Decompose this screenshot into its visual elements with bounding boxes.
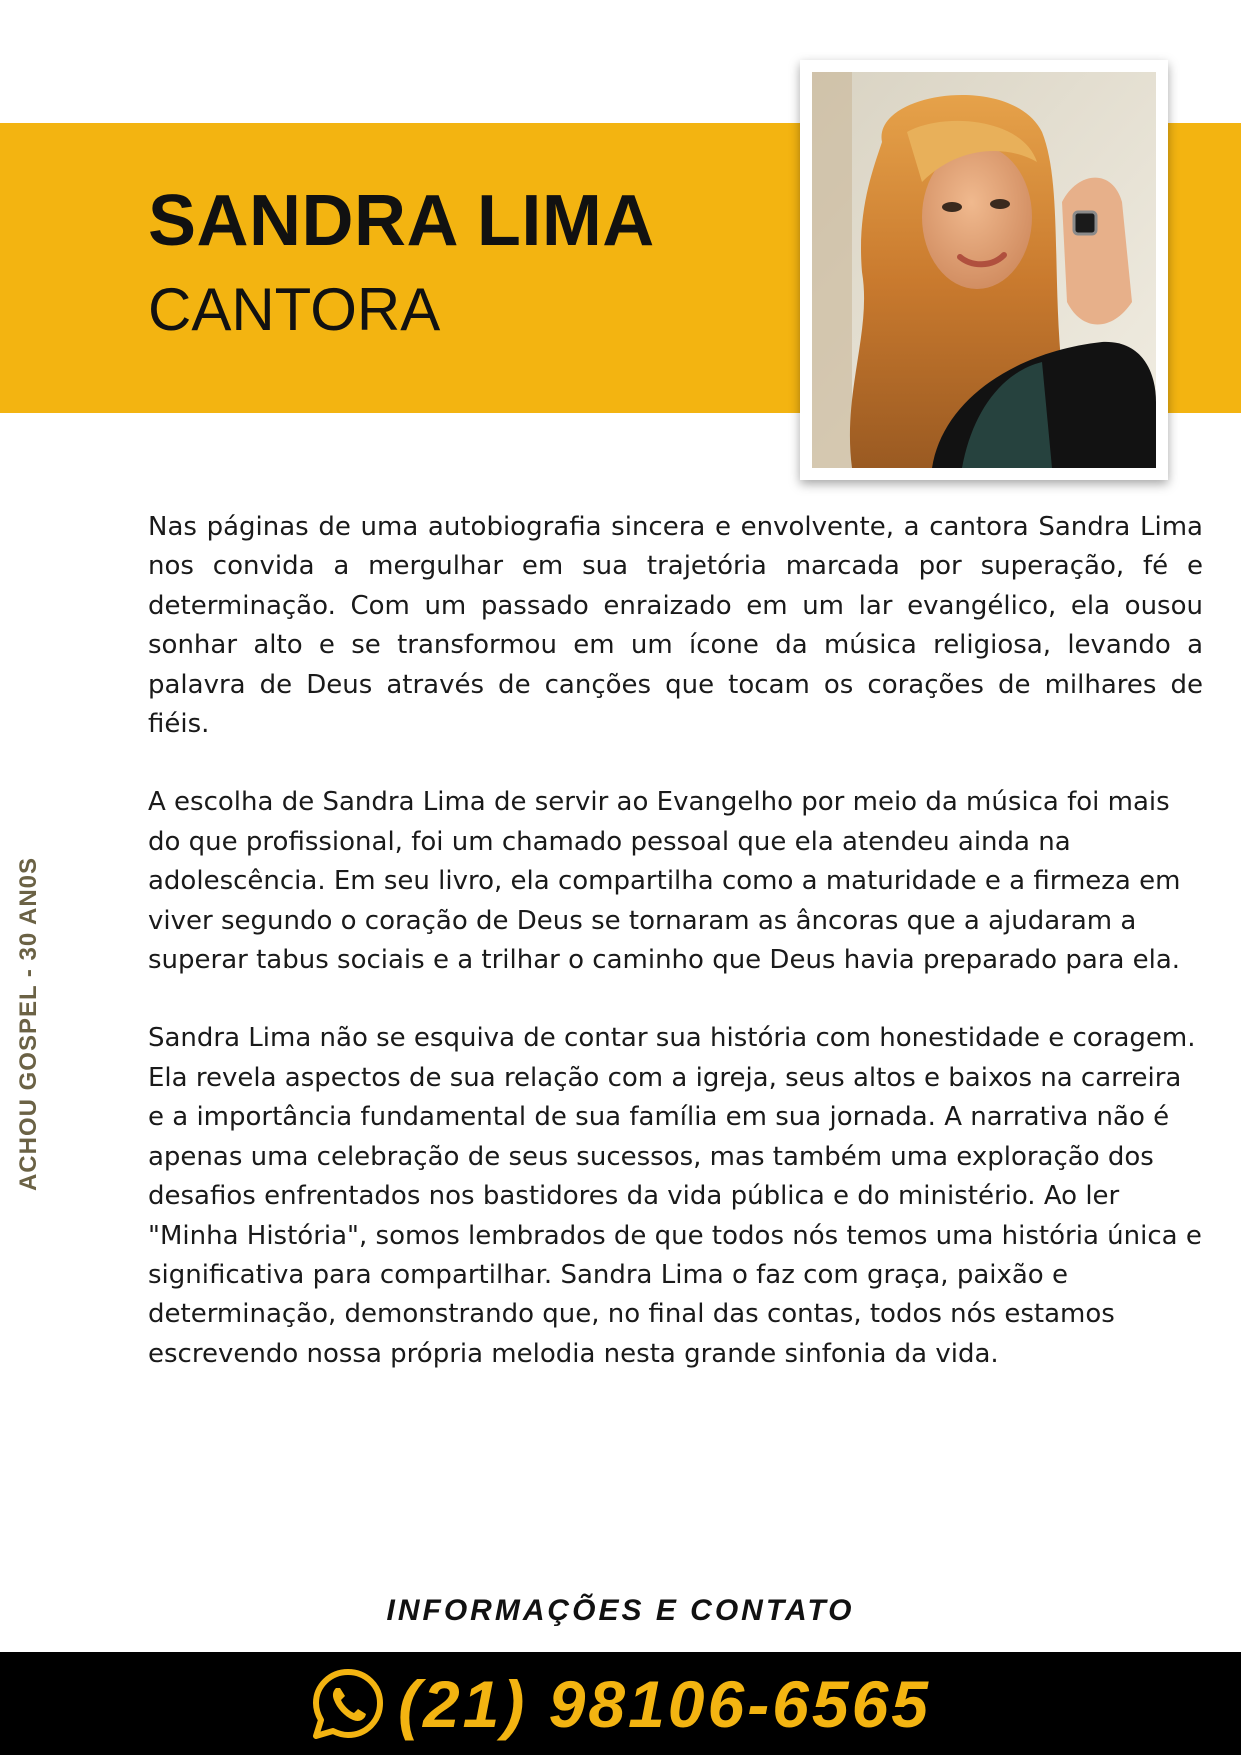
portrait-illustration <box>812 72 1156 468</box>
phone-row <box>0 1652 1241 1755</box>
contact-bar <box>0 1652 1241 1755</box>
biography <box>148 508 1203 1413</box>
whatsapp-icon <box>310 1666 386 1742</box>
bio-paragraph-2: A escolha de Sandra Lima de servir ao Evangelho por meio da música foi mais do que profissional, foi um chamado pessoal que ela atendeu ainda na adolescência. Em seu livro, ela compartilha como a maturidade e a firmeza em viver segundo o coração de Deus se tornaram as âncoras que a ajudaram a superar tabus sociais e a trilhar o caminho que Deus havia preparado para ela. <box>148 787 1181 976</box>
bio-paragraph-3: Sandra Lima não se esquiva de contar sua história com honestidade e coragem. Ela revela aspectos de sua relação com a igreja, seus altos e baixos na carreira e a importância fundamental de sua família em sua jornada. A narrativa não é apenas uma celebração de seus sucessos, mas também uma exploração dos desafios enfrentados nos bastidores da vida pública e do ministério. Ao ler "Minha História", somos lembrados de que todos nós temos uma história única e significativa para compartilhar. Sandra Lima o faz com graça, paixão e determinação, demonstrando que, no final das contas, todos nós estamos escrevendo nossa própria melodia nesta grande sinfonia da vida. <box>148 1023 1202 1369</box>
singer-role: CANTORA <box>148 276 441 343</box>
contact-title: INFORMAÇÕES E CONTATO <box>386 1594 855 1627</box>
side-tag-label: ACHOU GOSPEL - 30 AN0S <box>15 856 42 1192</box>
singer-name: SANDRA LIMA <box>148 181 655 261</box>
portrait-photo <box>812 72 1156 468</box>
bio-paragraph-1: Nas páginas de uma autobiografia sincera e envolvente, a cantora Sandra Lima nos convida a mergulhar em sua trajetória marcada por superação, fé e determinação. Com um passado enraizado em um lar evangélico, ela ousou sonhar alto e se transformou em um ícone da música religiosa, levando a palavra de Deus através de canções que tocam os corações de milhares de fiéis. <box>148 512 1203 740</box>
phone-number[interactable]: (21) 98106-6565 <box>397 1666 932 1741</box>
portrait-frame <box>800 60 1168 480</box>
